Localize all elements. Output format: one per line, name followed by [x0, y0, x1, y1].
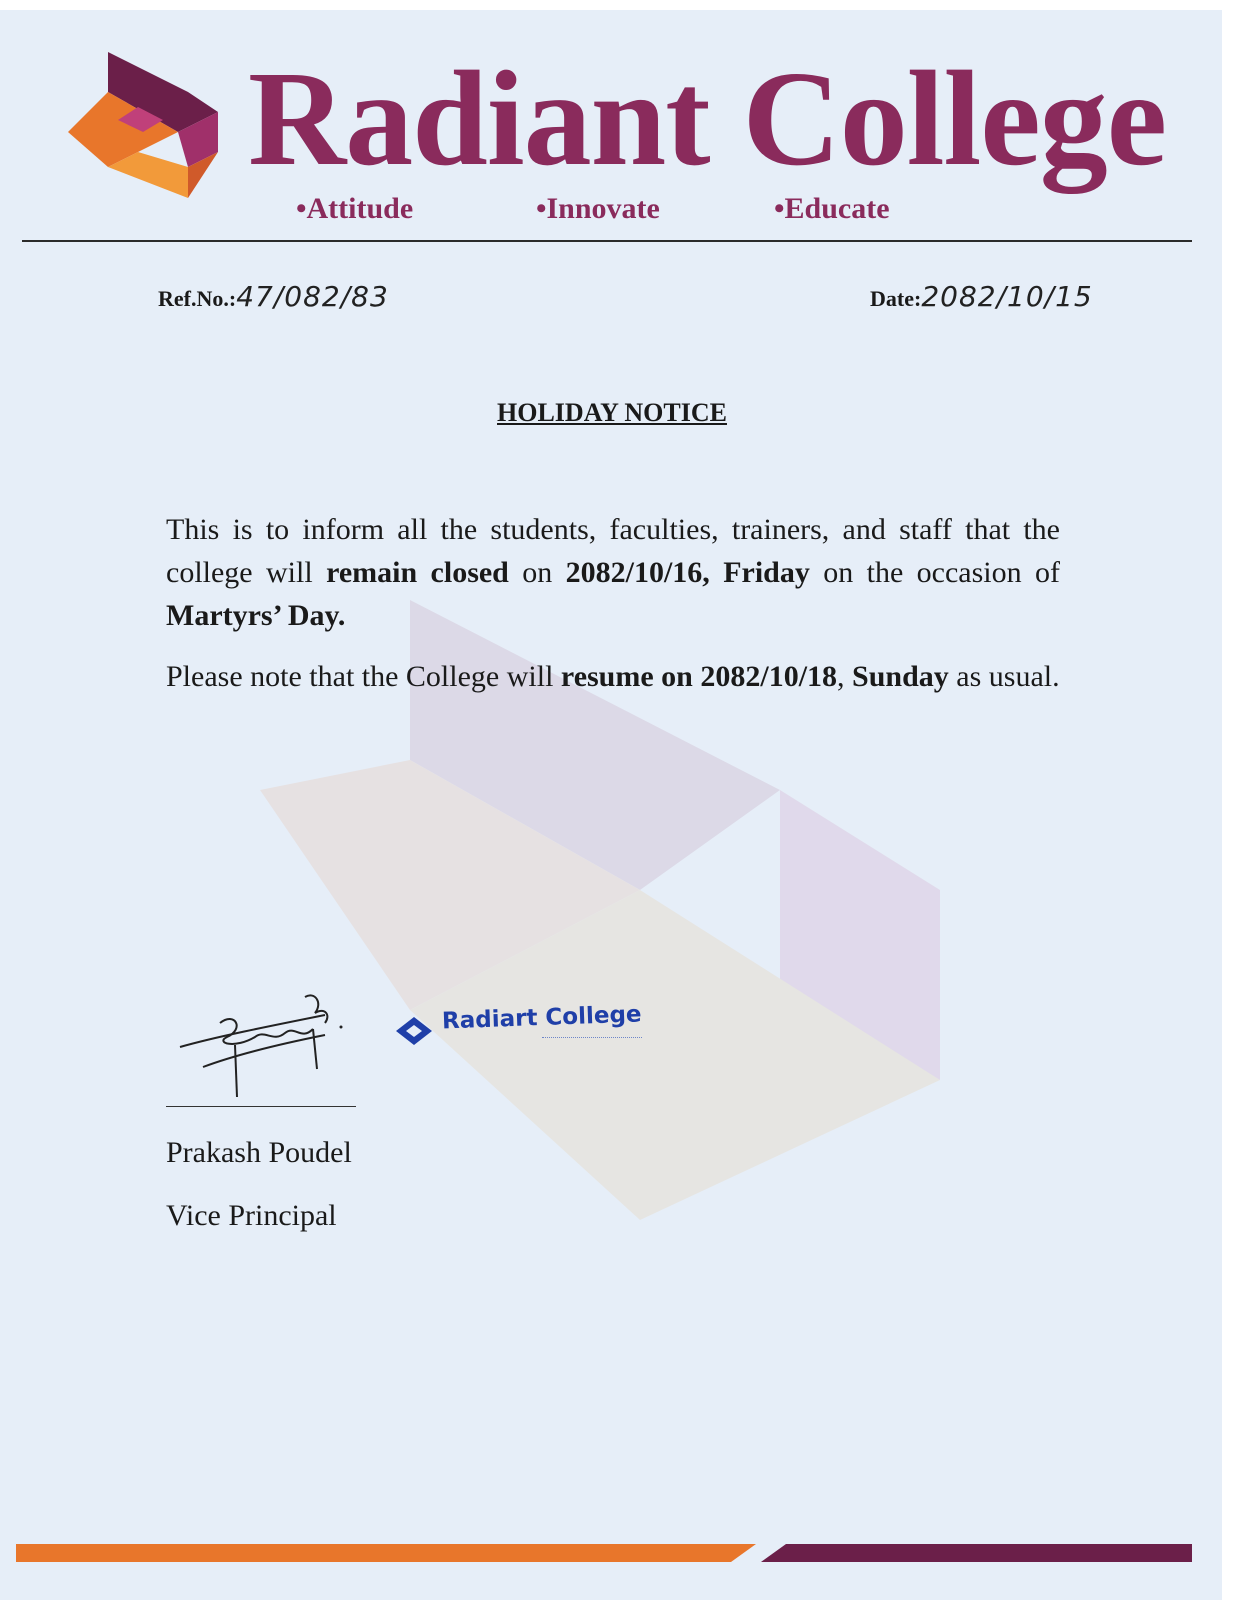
reference-label: Ref.No.: [158, 286, 237, 311]
paper-top-edge [0, 0, 1236, 10]
resume-date: resume on 2082/10/18 [560, 660, 838, 693]
text-span: on the occasion of [809, 556, 1060, 589]
date-label: Date: [870, 286, 922, 311]
stamp-text: Radiart College [441, 1001, 642, 1035]
motto-educate: •Educate [774, 192, 890, 225]
college-name: Radiant College [248, 44, 1167, 194]
footer-color-bar [16, 1544, 1192, 1562]
date-value: 2082/10/15 [921, 280, 1093, 313]
signature-line [166, 1106, 356, 1107]
paper-right-edge [1222, 0, 1236, 1600]
college-stamp [392, 995, 672, 1070]
notice-paragraph-resume [166, 655, 1060, 698]
radiant-college-logo-icon [68, 52, 218, 198]
handwritten-signature [175, 985, 345, 1100]
notice-date [870, 280, 1093, 313]
resume-day: Sunday [852, 660, 949, 693]
header-divider [22, 240, 1192, 242]
stamp-subtext-line [542, 1037, 642, 1044]
text-span: This is to inform all the students, faculties, trainers, and staff that the college will [166, 513, 1060, 589]
motto-innovate: •Innovate [536, 192, 660, 225]
text-span: as usual. [948, 660, 1060, 693]
reference-number [158, 280, 389, 313]
reference-value: 47/082/83 [236, 280, 389, 313]
occasion-name: Martyrs’ Day. [166, 599, 346, 632]
closure-date: 2082/10/16, Friday [565, 556, 810, 589]
notice-paragraph-closure [166, 508, 1060, 637]
signatory-name: Prakash Poudel [166, 1136, 352, 1169]
text-span: Please note that the College will [166, 660, 561, 693]
signatory-title: Vice Principal [166, 1199, 337, 1232]
stamp-logo-icon [392, 1009, 436, 1053]
closure-emphasis: remain closed [326, 556, 509, 589]
text-span: , [837, 660, 853, 693]
text-span: on [508, 556, 566, 589]
motto-attitude: •Attitude [296, 192, 414, 225]
notice-title: HOLIDAY NOTICE [497, 398, 727, 427]
